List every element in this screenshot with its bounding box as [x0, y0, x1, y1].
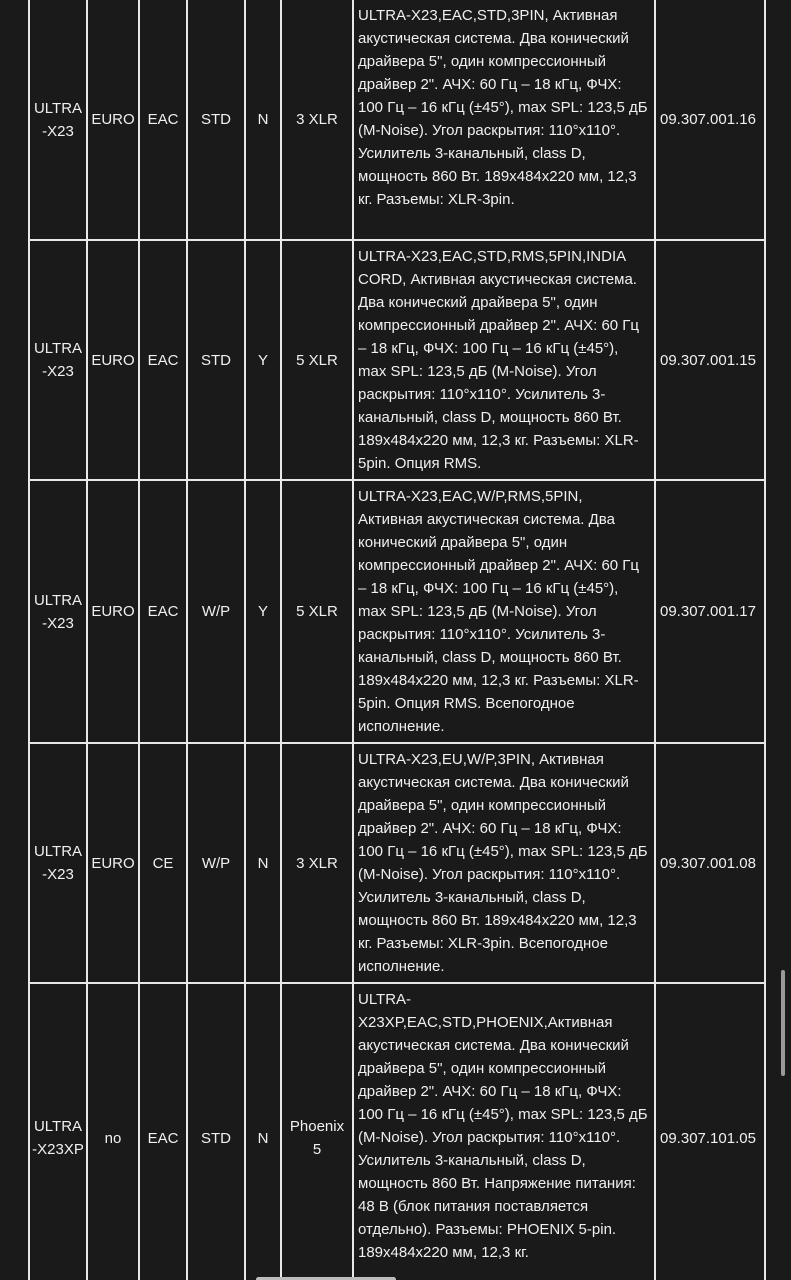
- version-cell: STD: [187, 240, 245, 480]
- model-cell: ULTRA-X23: [29, 0, 87, 240]
- rms-cell: Y: [245, 480, 281, 743]
- version-cell: STD: [187, 0, 245, 240]
- description-cell: ULTRA-X23XP,EAC,STD,PHOENIX,Активная акустическая система. Два конический драйвера 5", один компрессионный драйвер 2". АЧХ: 60 Гц – 18 кГц, ФЧХ: 100 Гц – 16 кГц (±45°), max SPL: 123,5 дБ (M-Noise). Угол раскрытия: 110°x110°. Усилитель 3-канальный, class D, мощность 860 Вт. Напряжение питания: 48 В (блок питания поставляется отдельно). Разъемы: PHOENIX 5-pin. 189x484x220 мм, 12,3 кг.: [353, 983, 655, 1280]
- table-row: [29, 240, 765, 480]
- region-cell: EURO: [87, 240, 139, 480]
- vertical-scrollbar[interactable]: [781, 970, 785, 1076]
- region-cell: no: [87, 983, 139, 1280]
- model-cell: ULTRA-X23: [29, 743, 87, 983]
- connector-cell: 5 XLR: [281, 240, 353, 480]
- version-cell: STD: [187, 983, 245, 1280]
- connector-cell: 3 XLR: [281, 0, 353, 240]
- table-row: [29, 983, 765, 1280]
- version-cell: W/P: [187, 480, 245, 743]
- version-cell: W/P: [187, 743, 245, 983]
- connector-cell: 3 XLR: [281, 743, 353, 983]
- cert-cell: EAC: [139, 983, 187, 1280]
- model-cell: ULTRA-X23: [29, 480, 87, 743]
- region-cell: EURO: [87, 480, 139, 743]
- region-cell: EURO: [87, 0, 139, 240]
- article-code-cell: 09.307.101.05: [655, 983, 765, 1280]
- model-cell: ULTRA-X23XP: [29, 983, 87, 1280]
- rms-cell: N: [245, 0, 281, 240]
- description-cell: ULTRA-X23,EU,W/P,3PIN, Активная акустическая система. Два конический драйвера 5", один компрессионный драйвер 2". АЧХ: 60 Гц – 18 кГц, ФЧХ: 100 Гц – 16 кГц (±45°), max SPL: 123,5 дБ (M-Noise). Угол раскрытия: 110°x110°. Усилитель 3-канальный, class D, мощность 860 Вт. 189x484x220 мм, 12,3 кг. Разъемы: XLR-3pin. Всепогодное исполнение.: [353, 743, 655, 983]
- article-code-cell: 09.307.001.15: [655, 240, 765, 480]
- rms-cell: N: [245, 983, 281, 1280]
- article-code-cell: 09.307.001.08: [655, 743, 765, 983]
- product-spec-table: [28, 0, 766, 1280]
- rms-cell: Y: [245, 240, 281, 480]
- rms-cell: N: [245, 743, 281, 983]
- table-row: [29, 0, 765, 240]
- connector-cell: Phoenix 5: [281, 983, 353, 1280]
- description-cell: ULTRA-X23,EAC,STD,3PIN, Активная акустическая система. Два конический драйвера 5", один компрессионный драйвер 2". АЧХ: 60 Гц – 18 кГц, ФЧХ: 100 Гц – 16 кГц (±45°), max SPL: 123,5 дБ (M-Noise). Угол раскрытия: 110°x110°. Усилитель 3-канальный, class D, мощность 860 Вт. 189x484x220 мм, 12,3 кг. Разъемы: XLR-3pin.: [353, 0, 655, 240]
- cert-cell: EAC: [139, 240, 187, 480]
- model-cell: ULTRA-X23: [29, 240, 87, 480]
- cert-cell: CE: [139, 743, 187, 983]
- table-row: [29, 743, 765, 983]
- article-code-cell: 09.307.001.17: [655, 480, 765, 743]
- region-cell: EURO: [87, 743, 139, 983]
- cert-cell: EAC: [139, 480, 187, 743]
- cert-cell: EAC: [139, 0, 187, 240]
- description-cell: ULTRA-X23,EAC,STD,RMS,5PIN,INDIA CORD, Активная акустическая система. Два конический драйвера 5", один компрессионный драйвер 2". АЧХ: 60 Гц – 18 кГц, ФЧХ: 100 Гц – 16 кГц (±45°), max SPL: 123,5 дБ (M-Noise). Угол раскрытия: 110°x110°. Усилитель 3-канальный, class D, мощность 860 Вт. 189x484x220 мм, 12,3 кг. Разъемы: XLR-5pin. Опция RMS.: [353, 240, 655, 480]
- article-code-cell: 09.307.001.16: [655, 0, 765, 240]
- connector-cell: 5 XLR: [281, 480, 353, 743]
- description-cell: ULTRA-X23,EAC,W/P,RMS,5PIN, Активная акустическая система. Два конический драйвера 5", один компрессионный драйвер 2". АЧХ: 60 Гц – 18 кГц, ФЧХ: 100 Гц – 16 кГц (±45°), max SPL: 123,5 дБ (M-Noise). Угол раскрытия: 110°x110°. Усилитель 3-канальный, class D, мощность 860 Вт. 189x484x220 мм, 12,3 кг. Разъемы: XLR-5pin. Опция RMS. Всепогодное исполнение.: [353, 480, 655, 743]
- table-row: [29, 480, 765, 743]
